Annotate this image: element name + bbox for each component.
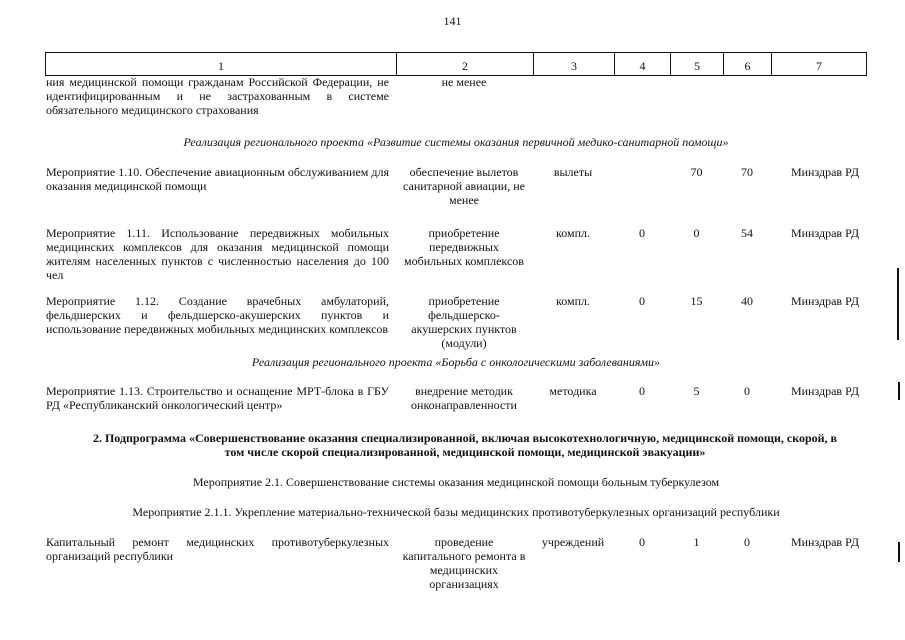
row-unit: компл. [556, 226, 590, 240]
measure-heading-2-1: Мероприятие 2.1. Совершенствование системы оказания медицинской помощи больным туберкулезом [192, 475, 720, 489]
row-indicator: приобретение фельдшерско-акушерских пунктов (модули) [411, 294, 517, 350]
subprogram-heading: 2. Подпрограмма «Совершенствование оказания специализированной, включая высокотехнологичную, медицинской помощи, скорой, в том числе скорой специализированной, медицинской помощи, медицинской эвакуации» [92, 431, 838, 459]
section-heading-oncology: Реализация регионального проекта «Борьба с онкологическими заболеваниями» [251, 355, 661, 369]
row-value-col5: 15 [690, 294, 703, 308]
row-value-col5: 1 [693, 535, 700, 549]
column-number: 1 [218, 59, 224, 73]
section-heading-primary-care: Реализация регионального проекта «Развитие системы оказания первичной медико-санитарной помощи» [183, 135, 729, 149]
row-unit: учреждений [541, 535, 605, 549]
row-unit: вылеты [553, 165, 593, 179]
row-description: Мероприятие 1.12. Создание врачебных амбулаторий, фельдшерских и фельдшерско-акушерских пунктов и использование передвижных мобильных медицинских комплексов [46, 294, 389, 336]
row-value-col5: 0 [693, 226, 700, 240]
column-divider [866, 52, 867, 76]
row-executor: Минздрав РД [790, 294, 860, 308]
page-number: 141 [443, 14, 462, 28]
row-value-col4: 0 [639, 226, 645, 240]
row-value-col6: 0 [744, 535, 750, 549]
continued-row-description: ния медицинской помощи гражданам Российской Федерации, не идентифицированным и не застрахованным в системе обязательного медицинского страхования [46, 75, 389, 117]
column-number: 4 [639, 59, 646, 73]
row-value-col5: 70 [690, 165, 703, 179]
row-description: Капитальный ремонт медицинских противотуберкулезных организаций республики [46, 535, 389, 563]
column-number: 5 [694, 59, 700, 73]
row-indicator: проведение капитального ремонта в медицинских организациях [402, 535, 526, 591]
row-indicator: приобретение передвижных мобильных комплексов [404, 226, 524, 268]
row-value-col5: 5 [693, 384, 700, 398]
column-number: 2 [462, 59, 468, 73]
row-unit: методика [549, 384, 597, 398]
row-description: Мероприятие 1.13. Строительство и оснащение МРТ-блока в ГБУ РД «Республиканский онкологический центр» [46, 384, 389, 412]
row-description: Мероприятие 1.11. Использование передвижных мобильных медицинских комплексов для оказания медицинской помощи жителям населенных пунктов с численностью населения до 100 чел [46, 226, 389, 282]
row-value-col4: 0 [639, 535, 645, 549]
row-description: Мероприятие 1.10. Обеспечение авиационным обслуживанием для оказания медицинской помощи [46, 165, 390, 193]
row-value-col6: 40 [741, 294, 753, 308]
row-value-col6: 70 [741, 165, 753, 179]
column-number: 3 [571, 59, 577, 73]
measure-heading-2-1-1: Мероприятие 2.1.1. Укрепление материально-технической базы медицинских противотуберкулезных организаций республики [132, 505, 780, 519]
row-indicator: обеспечение вылетов санитарной авиации, не менее [403, 165, 525, 207]
continued-row-indicator: не менее [441, 75, 487, 89]
table-header-top-border [45, 52, 867, 53]
scan-edge-mark [898, 542, 900, 562]
scan-edge-mark [897, 268, 899, 340]
row-value-col4: 0 [639, 294, 645, 308]
row-executor: Минздрав РД [790, 535, 860, 549]
column-number: 7 [816, 59, 822, 73]
row-value-col6: 0 [744, 384, 750, 398]
row-value-col6: 54 [741, 226, 753, 240]
row-executor: Минздрав РД [790, 384, 860, 398]
column-number: 6 [744, 59, 751, 73]
row-value-col4: 0 [639, 384, 645, 398]
row-indicator: внедрение методик онконаправленности [411, 384, 517, 412]
row-unit: компл. [556, 294, 590, 308]
row-executor: Минздрав РД [790, 165, 860, 179]
scan-edge-mark [898, 382, 900, 400]
row-executor: Минздрав РД [790, 226, 860, 240]
